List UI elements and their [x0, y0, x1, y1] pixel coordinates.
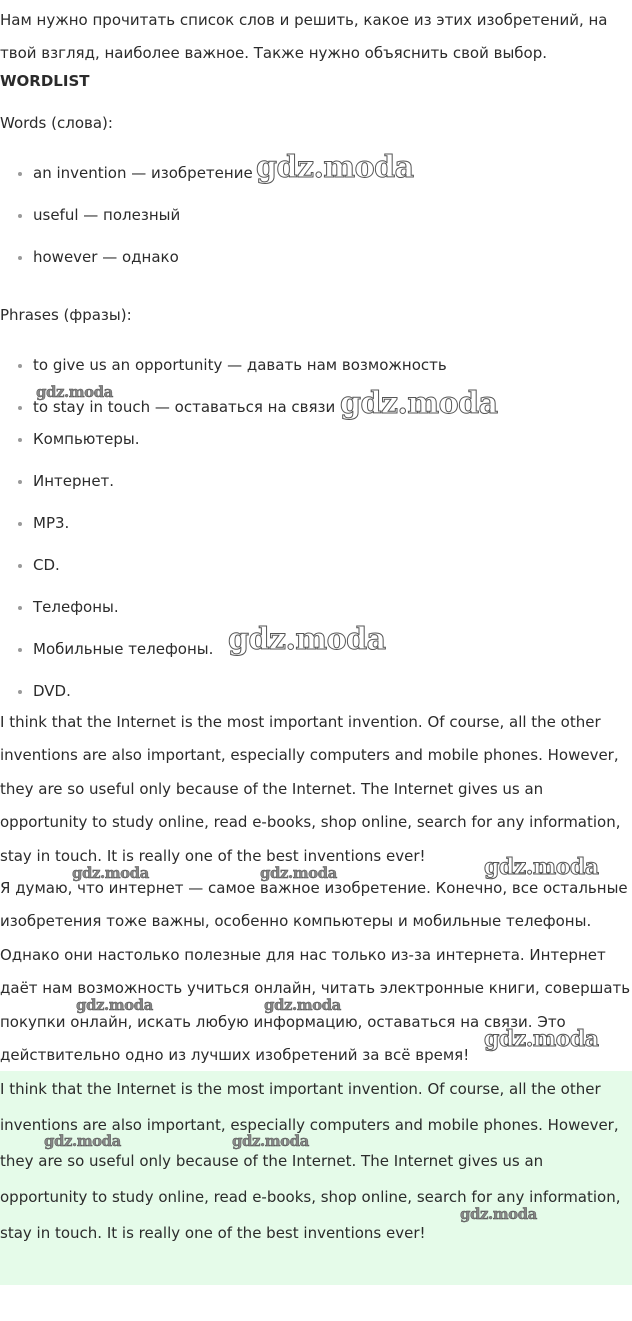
list-item: MP3. [33, 514, 70, 532]
list-item: an invention — изобретение [33, 164, 253, 182]
watermark-logo: gdz.moda [260, 864, 337, 882]
answer-highlighted-text: I think that the Internet is the most important invention. Of course, all the other inventions are also important, especially computers and mobile phones. However, they are so useful only because of the Internet. The Internet gives us an opportunity to study online, read e-books, shop online, search for any information, stay in touch. It is really one of the best inventions ever! [0, 1080, 621, 1242]
phrases-label: Phrases (фразы): [0, 306, 132, 324]
watermark-logo: gdz.moda [264, 996, 341, 1014]
watermark-logo: gdz.moda [72, 864, 149, 882]
watermark-logo: gdz.moda [44, 1132, 121, 1150]
list-item: to stay in touch — оставаться на связи [33, 398, 336, 416]
answer-russian: Я думаю, что интернет — самое важное изобретение. Конечно, все остальные изобретения тоже важны, особенно компьютеры и мобильные телефоны. Однако они настолько полезные для нас только из-за интернета. Интернет даёт нам возможность учиться онлайн, читать электронные книги, совершать покупки онлайн, искать любую информацию, оставаться на связи. Это действительно одно из лучших изобретений за всё время! [0, 879, 631, 1065]
wordlist-heading: WORDLIST [0, 72, 90, 90]
watermark-logo: gdz.moda [36, 383, 113, 401]
watermark-logo: gdz.moda [484, 1026, 599, 1052]
intro-text: Нам нужно прочитать список слов и решить, какое из этих изобретений, на твой взгляд, наиболее важное. Также нужно объяснить свой выбор. [0, 11, 608, 62]
list-item: to give us an opportunity — давать нам возможность [33, 356, 447, 374]
list-item: Мобильные телефоны. [33, 640, 214, 658]
highlighted-answer-box [0, 1071, 632, 1285]
words-label: Words (слова): [0, 114, 113, 132]
watermark-logo: gdz.moda [228, 622, 386, 657]
list-item: CD. [33, 556, 60, 574]
list-item: Компьютеры. [33, 430, 140, 448]
list-item: however — однако [33, 248, 179, 266]
list-item: Телефоны. [33, 598, 119, 616]
answer-english: I think that the Internet is the most important invention. Of course, all the other inventions are also important, especially computers and mobile phones. However, they are so useful only because of the Internet. The Internet gives us an opportunity to study online, read e-books, shop online, search for any information, stay in touch. It is really one of the best inventions ever! [0, 713, 621, 865]
watermark-logo: gdz.moda [340, 386, 498, 421]
list-item: Интернет. [33, 472, 115, 490]
list-item: DVD. [33, 682, 71, 700]
watermark-logo: gdz.moda [256, 150, 414, 185]
watermark-logo: gdz.moda [76, 996, 153, 1014]
watermark-logo: gdz.moda [484, 854, 599, 880]
list-item: useful — полезный [33, 206, 181, 224]
watermark-logo: gdz.moda [460, 1205, 537, 1223]
watermark-logo: gdz.moda [232, 1132, 309, 1150]
